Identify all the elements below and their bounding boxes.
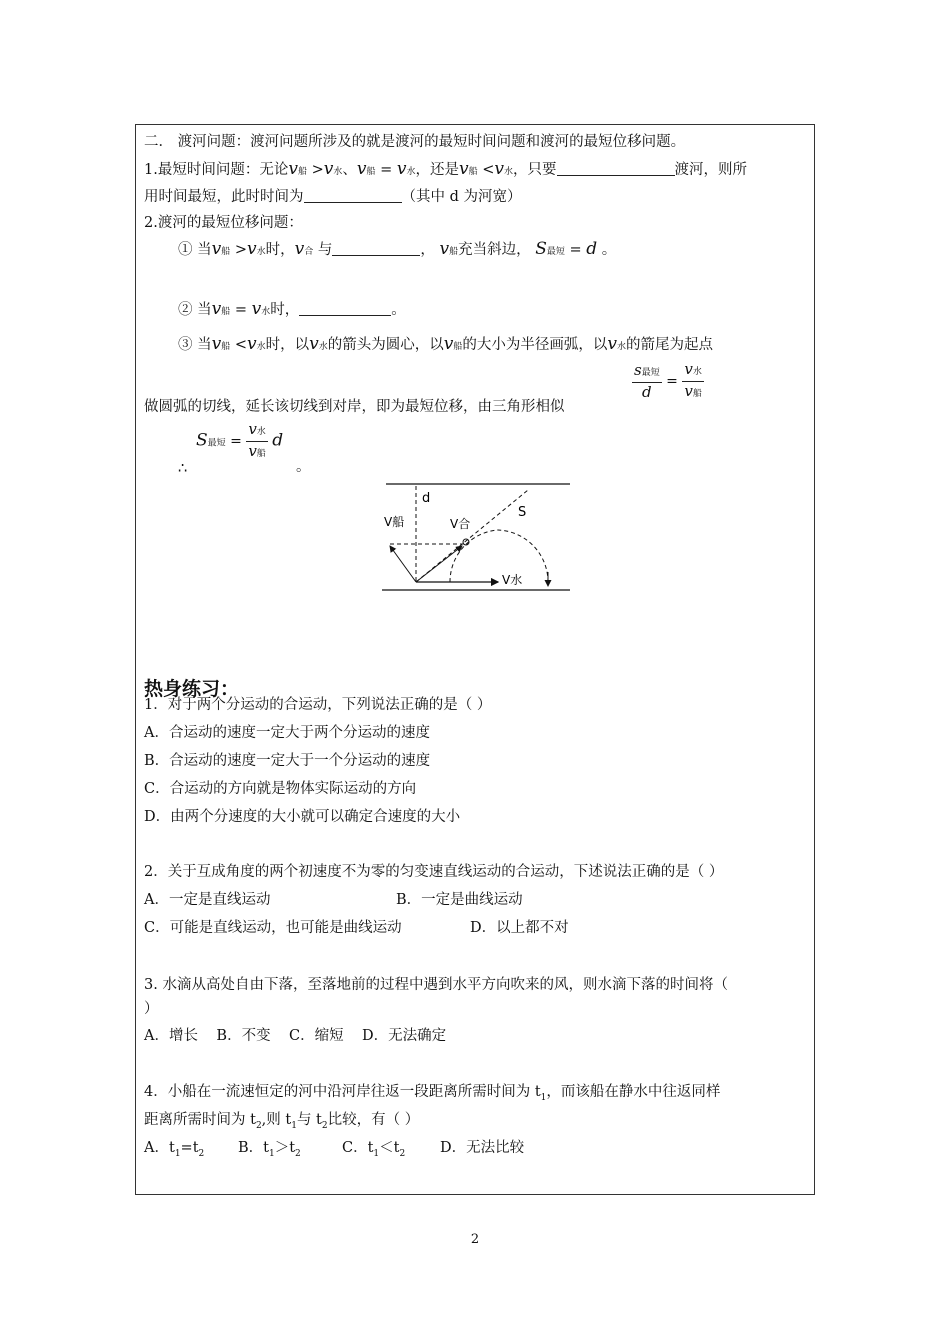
section-title: 二． 渡河问题：渡河问题所涉及的就是渡河的最短时间问题和渡河的最短位移问题。 (144, 134, 686, 150)
shortest-time-line-1: 1.最短时间问题：无论v船 >v水、v船 = v水，还是v船 <v水，只要 渡河，则所 (144, 159, 747, 179)
q4-option-d: D．无法比较 (440, 1140, 525, 1156)
q1-stem: 1．对于两个分运动的合运动，下列说法正确的是（ ） (144, 697, 492, 713)
q2-option-b: B．一定是曲线运动 (396, 892, 523, 908)
displacement-line (416, 490, 528, 582)
q4-stem-line-2: 距离所需时间为 $t_2$,则 $t_1$与 $t_2$比较，有（ ） (144, 1112, 420, 1131)
shortest-time-line-2: 用时间最短，此时时间为 （其中 d 为河宽） (144, 189, 522, 205)
label-v-boat: V船 (384, 515, 405, 529)
q4-option-a: A．$t_1=t_2$ (144, 1140, 205, 1159)
warmup-heading: 热身练习： (144, 678, 240, 700)
river-crossing-diagram (378, 478, 574, 598)
label-v-he: V合 (450, 517, 471, 531)
shortest-displacement-title: 2.渡河的最短位移问题： (144, 215, 303, 231)
q1-option-d: D．由两个分速度的大小就可以确定合速度的大小 (144, 809, 461, 825)
q3-options: A．增长 B．不变 C．缩短 D．无法确定 (144, 1028, 447, 1044)
shortest-displacement-formula: S最短 = $\frac{\text{v水}}{\text{v船}}$ d (196, 420, 284, 460)
q1-option-c: C．合运动的方向就是物体实际运动的方向 (144, 781, 417, 797)
case-3: ③ 当v船 <v水时，以v水的箭头为圆心，以v船的大小为半径画弧，以v水的箭尾为起点 (178, 334, 713, 354)
q4-stem-line-1: 4．小船在一流速恒定的河中沿河岸往返一段距离所需时间为 $t_1$，而该船在静水中往返同样 (144, 1084, 721, 1103)
q2-option-c: C．可能是直线运动，也可能是曲线运动 (144, 920, 402, 936)
q4-option-c: C．$t_1<t_2$ (342, 1140, 406, 1159)
blank-4[interactable] (299, 301, 391, 316)
q1-option-b: B．合运动的速度一定大于一个分运动的速度 (144, 753, 431, 769)
therefore-symbol: ∴ (178, 461, 188, 477)
page-number: 2 (470, 1232, 480, 1247)
label-s: S (518, 505, 527, 520)
q2-stem: 2．关于互成角度的两个初速度不为零的匀变速直线运动的合运动，下述说法正确的是（ ） (144, 864, 724, 880)
ratio-formula: $\frac{\text{s最短}}{d}$ = $\frac{\text{v水}}{\text{v船}}$ (634, 360, 702, 401)
q1-option-a: A．合运动的速度一定大于两个分运动的速度 (144, 725, 430, 741)
blank-1[interactable] (557, 161, 675, 176)
q4-option-b: B．$t_1>t_2$ (238, 1140, 301, 1159)
label-d: d (422, 491, 431, 506)
blank-3[interactable] (332, 241, 420, 256)
q2-option-a: A．一定是直线运动 (144, 892, 271, 908)
formula-end-dot: 。 (296, 459, 311, 475)
case-1: ① 当v船 >v水时，v合 与 ， v船充当斜边， S最短 = d 。 (178, 239, 617, 259)
q3-stem: 3. 水滴从高处自由下落，至落地前的过程中遇到水平方向吹来的风，则水滴下落的时间将（ (144, 977, 728, 993)
v-boat-arrow (390, 546, 416, 582)
q3-stem-continued: ） (144, 1001, 159, 1017)
case-2: ② 当v船 = v水时， 。 (178, 299, 406, 319)
q2-option-d: D．以上都不对 (470, 920, 569, 936)
label-v-water: V水 (502, 573, 523, 587)
case-3-continued: 做圆弧的切线，延长该切线到对岸，即为最短位移，由三角形相似 (144, 399, 565, 415)
blank-2[interactable] (304, 188, 402, 203)
arc (450, 530, 548, 582)
